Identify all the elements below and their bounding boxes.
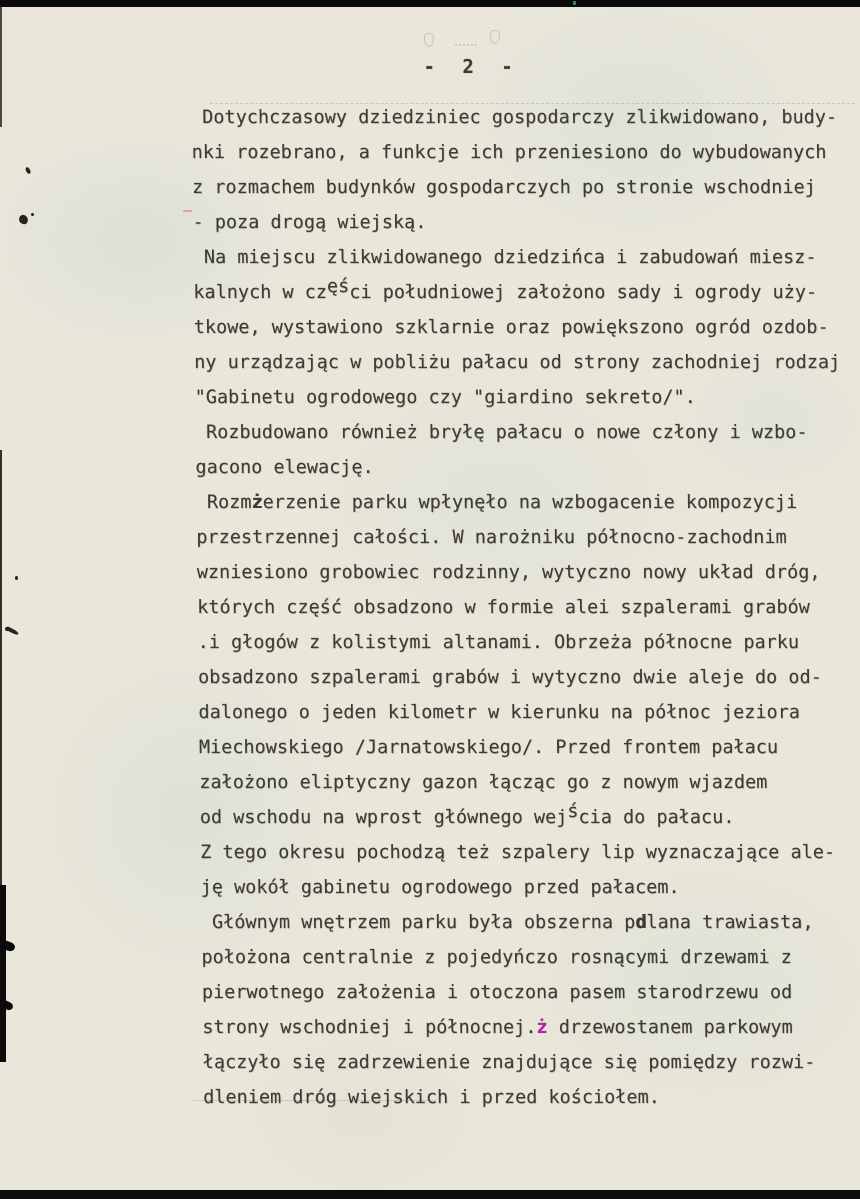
- handwritten-correction: ż: [536, 1017, 548, 1038]
- text-line: dalonego o jeden kilometr w kierunku na północ jeziora: [198, 702, 801, 723]
- text-line: ny urządzając w pobliżu pałacu od strony zachodniej rodzaj: [194, 352, 841, 373]
- text-line: od wschodu na wprost głównego wejścia do pałacu.: [199, 801, 735, 828]
- text-line: Na miejscu zlikwidowanego dziedzińca i zabudowań miesz-: [203, 247, 817, 268]
- text-line: obsadzono szpalerami grabów i wytyczno dwie aleje do od-: [197, 667, 822, 688]
- text-line: Z tego okresu pochodzą też szpalery lip wyznaczające ale-: [200, 842, 836, 863]
- text-line: z rozmachem budynków gospodarczych po stronie wschodniej: [191, 177, 816, 198]
- text-line: tkowe, wystawiono szklarnie oraz powiększono ogród ozdob-: [193, 317, 829, 338]
- text-line: - poza drogą wiejską.: [192, 212, 427, 233]
- text-line: "Gabinetu ogrodowego czy "giardino sekreto/".: [194, 387, 696, 408]
- text-line: Rozmżerzenie parku wpłynęło na wzbogacenie kompozycji: [206, 492, 798, 513]
- text-line: łączyło się zadrzewienie znajdujące się pomiędzy rozwi-: [202, 1052, 816, 1073]
- text-line: założono eliptyczny gazon łącząc go z nowym wjazdem: [199, 772, 768, 793]
- text-line: położona centralnie z pojedyńczo rosnącymi drzewami z: [201, 947, 792, 968]
- text-line: Dotychczasowy dziedziniec gospodarczy zlikwidowano, budy-: [202, 107, 838, 128]
- text-line: Rozbudowano również bryłę pałacu o nowe człony i wzbo-: [205, 422, 808, 443]
- text-line: Miechowskiego /Jarnatowskiego/. Przed frontem pałacu: [198, 737, 779, 758]
- text-line: których część obsadzono w formie alei szpalerami grabów: [197, 597, 810, 618]
- typed-text-block: [191, 100, 860, 1115]
- page-number: - 2 -: [423, 56, 515, 78]
- text-line: przestrzennej całości. W narożniku północno-zachodnim: [196, 527, 787, 548]
- text-line: .i głogów z kolistymi altanami. Obrzeża północne parku: [197, 632, 800, 653]
- text-line: ję wokół gabinetu ogrodowego przed pałacem.: [200, 877, 680, 898]
- scan-edge-left-middle: [0, 450, 2, 885]
- text-line: nki rozebrano, a funkcje ich przeniesiono do wybudowanych: [191, 142, 827, 163]
- text-line: pierwotnego założenia i otoczona pasem starodrzewu od: [201, 982, 793, 1003]
- text-line: gacono elewację.: [195, 457, 374, 478]
- text-line: Głównym wnętrzem parku była obszerna pdlana trawiasta,: [211, 912, 814, 933]
- text-line: strony wschodniej i północnej.ż drzewostanem parkowym: [202, 1017, 793, 1038]
- text-line: kalnych w części południowej założono sady i ogrody uży-: [193, 276, 818, 303]
- text-line: dleniem dróg wiejskich i przed kościołem.: [203, 1087, 660, 1108]
- text-line: wzniesiono grobowiec rodzinny, wytyczno nowy układ dróg,: [196, 562, 821, 583]
- scan-edge-left-lower: [0, 885, 6, 1062]
